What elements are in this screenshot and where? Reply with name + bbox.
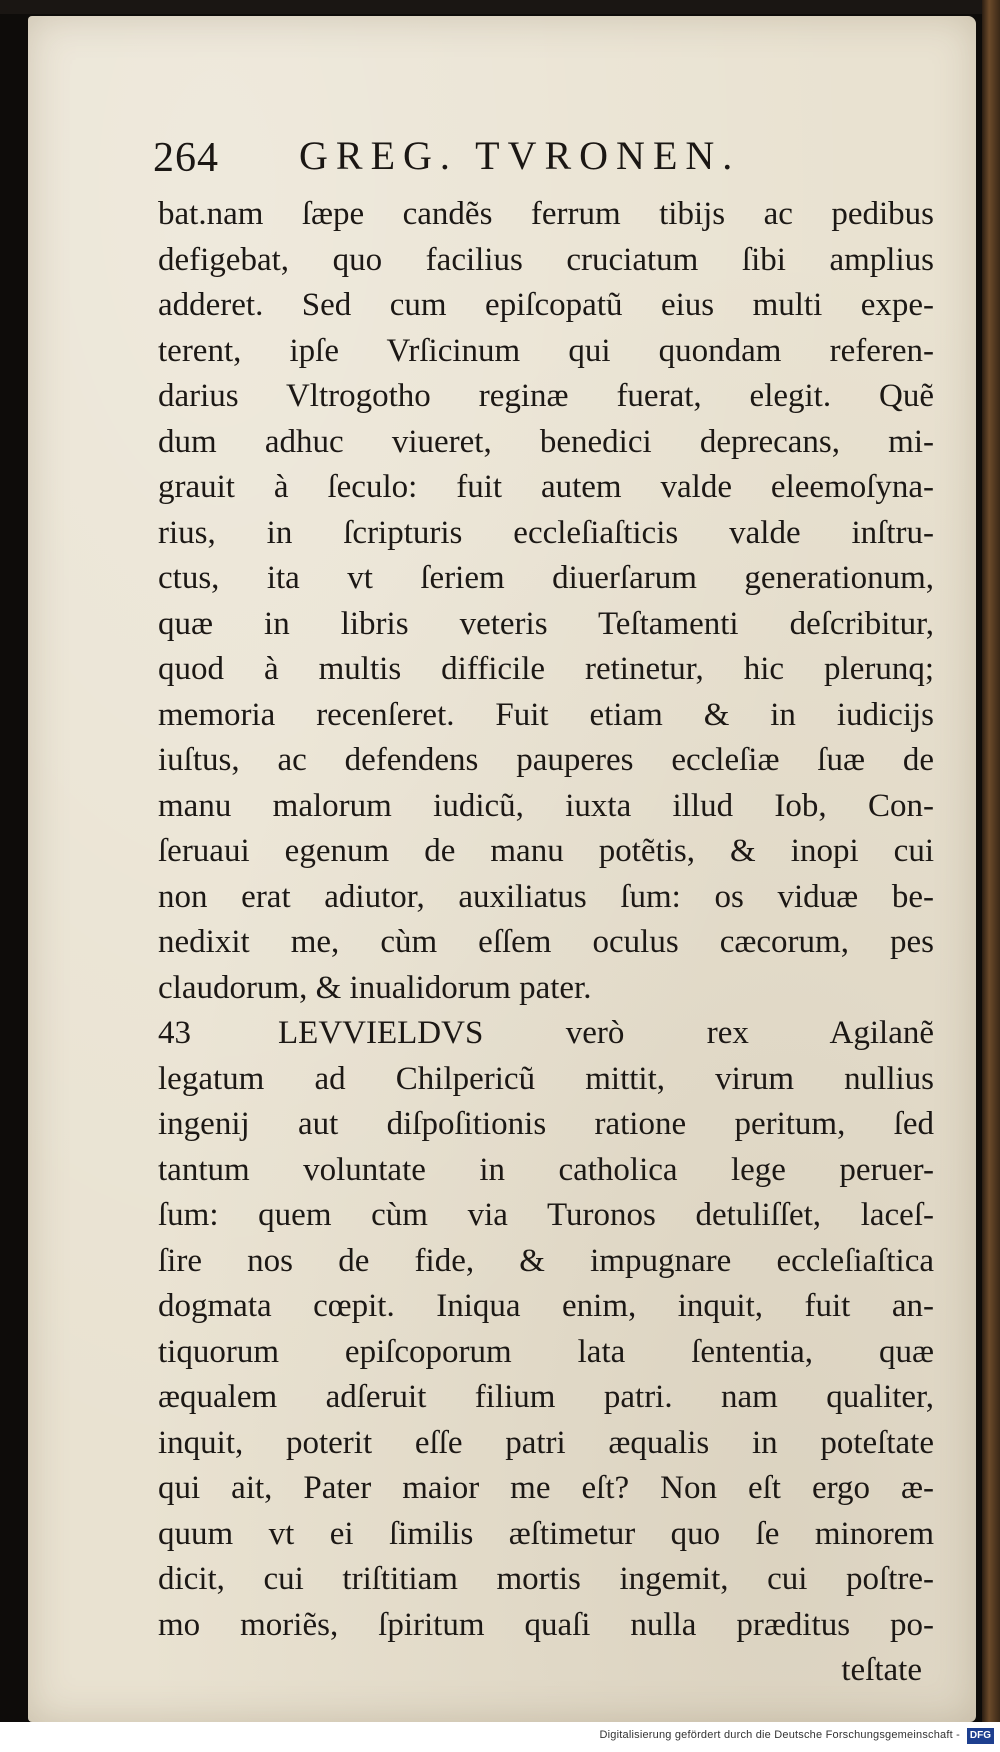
page-number: 264: [153, 135, 219, 181]
text-line: dogmata cœpit. Iniqua enim, inquit, fuit an-: [158, 1288, 934, 1324]
book-spine-edge: [982, 0, 1000, 1752]
text-line: qui ait, Pater maior me eſt? Non eſt ergo æ-: [158, 1470, 934, 1506]
text-line: dicit, cui triſtitiam mortis ingemit, cui poſtre-: [158, 1561, 934, 1597]
text-line: dum adhuc viueret, benedici deprecans, mi-: [158, 423, 934, 460]
chapter-opening-text: LEVVIELDVS verò rex Agilanẽ: [278, 1015, 934, 1051]
text-line: tiquorum epiſcoporum lata ſententia, quæ: [158, 1333, 934, 1370]
chapter-number: 43: [158, 1015, 191, 1051]
text-line: ſeruaui egenum de manu potẽtis, & inopi cui: [158, 833, 934, 869]
text-line: ſire nos de fide, & impugnare eccleſiaſtica: [158, 1242, 934, 1279]
text-line: defigebat, quo facilius cruciatum ſibi amplius: [158, 241, 934, 278]
text-line: quæ in libris veteris Teſtamenti deſcribitur,: [158, 605, 934, 642]
text-line: grauit à ſeculo: fuit autem valde eleemoſyna-: [158, 469, 934, 505]
text-line: darius Vltrogotho reginæ fuerat, elegit. Quẽ: [158, 378, 934, 414]
digitization-footer: [0, 1722, 1000, 1752]
text-line: quod à multis difficile retinetur, hic plerunq;: [158, 651, 934, 687]
text-line: iuſtus, ac defendens pauperes eccleſiæ ſuæ de: [158, 742, 934, 778]
catchword: teſtate: [841, 1652, 922, 1688]
text-line: mo moriẽs, ſpiritum quaſi nulla præditus po-: [158, 1606, 934, 1643]
text-line: legatum ad Chilpericũ mittit, virum nullius: [158, 1060, 934, 1097]
text-line: nedixit me, cùm eſſem oculus cæcorum, pes: [158, 924, 934, 960]
text-line: ctus, ita vt ſeriem diuerſarum generationum,: [158, 560, 934, 596]
text-line: inquit, poterit eſſe patri æqualis in poteſtate: [158, 1424, 934, 1461]
text-line: memoria recenſeret. Fuit etiam & in iudicijs: [158, 696, 934, 733]
text-line: quum vt ei ſimilis æſtimetur quo ſe minorem: [158, 1515, 934, 1552]
text-line: ſum: quem cùm via Turonos detuliſſet, laceſ-: [158, 1197, 934, 1233]
text-line: non erat adiutor, auxiliatus ſum: os viduæ be-: [158, 878, 934, 915]
dfg-logo: DFG: [967, 1728, 994, 1744]
text-line: ingenij aut diſpoſitionis ratione peritum, ſed: [158, 1106, 934, 1142]
text-line: bat.nam ſæpe candẽs ferrum tibijs ac pedibus: [158, 196, 934, 232]
text-block: [158, 192, 934, 1694]
scan-top-edge: [0, 0, 1000, 14]
running-head: [153, 126, 853, 186]
text-line: æqualem adſeruit filium patri. nam qualiter,: [158, 1379, 934, 1415]
funding-credit: Digitalisierung gefördert durch die Deutsche Forschungsgemeinschaft -: [599, 1729, 960, 1741]
chapter-first-line: [158, 1011, 934, 1057]
text-line: terent, ipſe Vrſicinum qui quondam referen-: [158, 332, 934, 369]
text-line: claudorum, & inualidorum pater.: [158, 969, 592, 1006]
text-line: rius, in ſcripturis eccleſiaſticis valde inſtru-: [158, 514, 934, 551]
text-line: manu malorum iudicũ, iuxta illud Iob, Con-: [158, 787, 934, 824]
running-title: GREG. TVRONEN.: [299, 133, 741, 178]
text-line: adderet. Sed cum epiſcopatũ eius multi expe-: [158, 287, 934, 323]
text-line: tantum voluntate in catholica lege peruer-: [158, 1151, 934, 1188]
